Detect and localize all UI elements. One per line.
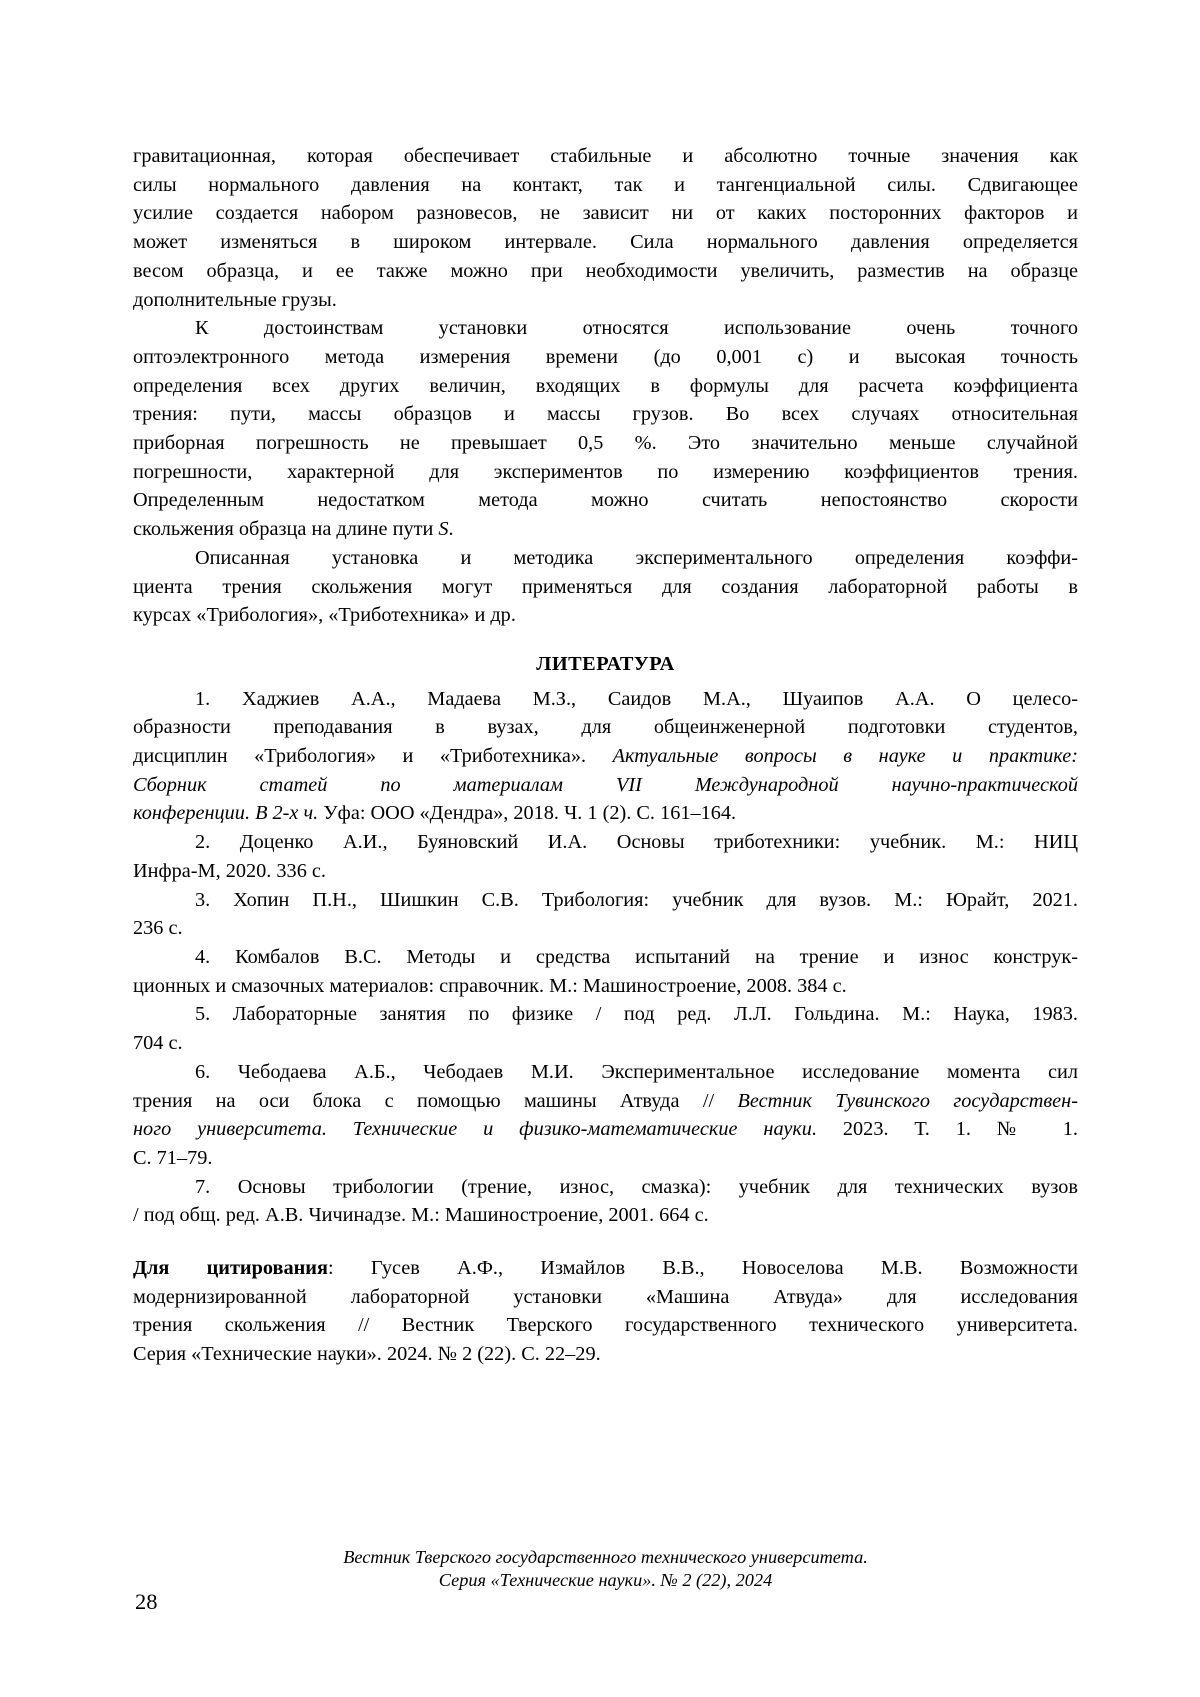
text-line bbox=[133, 228, 1078, 257]
text-segment: усилие создается набором разновесов, не зависит ни от каких посторонних факторов и bbox=[133, 202, 1078, 225]
paragraph-body bbox=[133, 314, 1078, 544]
text-line bbox=[133, 429, 1078, 458]
text-line bbox=[133, 257, 1078, 286]
paragraph-reference bbox=[133, 943, 1078, 1000]
text-segment: Актуальные вопросы в науке и практике: bbox=[612, 745, 1078, 768]
text-segment: 2. Доценко А.И., Буяновский И.А. Основы триботехники: учебник. М.: НИЦ bbox=[195, 831, 1078, 854]
text-segment: оптоэлектронного метода измерения времени (до 0,001 с) и высокая точность bbox=[133, 345, 1078, 368]
text-line bbox=[133, 601, 1078, 630]
text-segment: погрешности, характерной для экспериментов по измерению коэффициентов трения. bbox=[133, 460, 1078, 483]
text-line bbox=[133, 171, 1078, 200]
text-segment: Вестник Тувинского государствен- bbox=[737, 1089, 1078, 1112]
text-line bbox=[133, 1115, 1078, 1144]
text-segment: скольжения образца на длине пути bbox=[133, 518, 439, 541]
text-segment: трения скольжения // Вестник Тверского государственного технического университета. bbox=[133, 1314, 1078, 1337]
text-segment: дисциплин «Трибология» и «Триботехника». bbox=[133, 745, 613, 768]
text-line bbox=[133, 199, 1078, 228]
text-line bbox=[133, 1340, 1078, 1369]
text-line bbox=[133, 828, 1078, 857]
text-segment: 7. Основы трибологии (трение, износ, смазка): учебник для технических вузов bbox=[195, 1175, 1078, 1198]
text-line bbox=[133, 458, 1078, 487]
paragraph-body-continuation bbox=[133, 142, 1078, 314]
text-line bbox=[133, 1254, 1078, 1283]
paragraph-reference bbox=[133, 1000, 1078, 1057]
document-body bbox=[133, 142, 1078, 1369]
text-segment: модернизированной лабораторной установки «Машина Атвуда» для исследования bbox=[133, 1285, 1078, 1308]
paragraph-reference bbox=[133, 828, 1078, 885]
text-line bbox=[133, 1173, 1078, 1202]
paragraph-reference bbox=[133, 1173, 1078, 1230]
text-segment: трения: пути, массы образцов и массы грузов. Во всех случаях относительная bbox=[133, 403, 1078, 426]
page-number: 28 bbox=[135, 1589, 158, 1614]
text-segment: 5. Лабораторные занятия по физике / под ред. Л.Л. Гольдина. М.: Наука, 1983. bbox=[195, 1003, 1078, 1026]
text-segment: Определенным недостатком метода можно считать непостоянство скорости bbox=[133, 489, 1078, 512]
text-segment: ного университета. Технические и физико-математические науки. bbox=[133, 1118, 818, 1141]
text-segment: К достоинствам установки относятся использование очень точного bbox=[195, 317, 1078, 340]
text-line bbox=[133, 1201, 1078, 1230]
paragraph-citation bbox=[133, 1254, 1078, 1369]
text-segment: приборная погрешность не превышает 0,5 %. Это значительно меньше случайной bbox=[133, 432, 1078, 455]
text-segment: курсах «Трибология», «Триботехника» и др. bbox=[133, 604, 516, 627]
text-segment: конференции. В 2-х ч. bbox=[133, 802, 324, 825]
text-segment: 704 с. bbox=[133, 1032, 183, 1055]
text-segment: может изменяться в широком интервале. Сила нормального давления определяется bbox=[133, 231, 1078, 254]
text-segment: Описанная установка и методика экспериментального определения коэффи- bbox=[195, 546, 1078, 569]
text-line bbox=[133, 1144, 1078, 1173]
text-line bbox=[133, 573, 1078, 602]
text-segment: : Гусев А.Ф., Измайлов В.В., Новоселова М.В. Возможности bbox=[327, 1257, 1078, 1280]
text-line bbox=[133, 943, 1078, 972]
journal-footer bbox=[133, 1546, 1078, 1592]
text-segment: 2023. Т. 1. № 1. bbox=[817, 1118, 1079, 1141]
text-segment: 236 с. bbox=[133, 917, 183, 940]
text-line bbox=[133, 799, 1078, 828]
text-line bbox=[133, 771, 1078, 800]
text-line bbox=[133, 1029, 1078, 1058]
text-line bbox=[133, 685, 1078, 714]
text-segment: ЛИТЕРАТУРА bbox=[536, 652, 675, 675]
text-segment: Для цитирования bbox=[133, 1257, 328, 1280]
text-segment: Серия «Технические науки». 2024. № 2 (22). С. 22–29. bbox=[133, 1343, 601, 1366]
paragraph-heading bbox=[133, 650, 1078, 679]
text-segment: ционных и смазочных материалов: справочник. М.: Машиностроение, 2008. 384 с. bbox=[133, 974, 847, 997]
paragraph-reference bbox=[133, 886, 1078, 943]
text-segment: 4. Комбалов В.С. Методы и средства испытаний на трение и износ конструк- bbox=[195, 945, 1078, 968]
text-line bbox=[133, 372, 1078, 401]
text-line bbox=[133, 857, 1078, 886]
paragraph-reference bbox=[133, 1058, 1078, 1173]
text-segment: С. 71–79. bbox=[133, 1146, 213, 1169]
text-line bbox=[133, 1283, 1078, 1312]
text-line bbox=[133, 742, 1078, 771]
text-line bbox=[133, 972, 1078, 1001]
paragraph-body bbox=[133, 544, 1078, 630]
footer-journal-title: Вестник Тверского государственного технического университета. bbox=[343, 1547, 868, 1567]
text-segment: образности преподавания в вузах, для общеинженерной подготовки студентов, bbox=[133, 716, 1078, 739]
text-line bbox=[133, 515, 1078, 544]
text-segment: весом образца, и ее также можно при необходимости увеличить, разместив на образце bbox=[133, 259, 1078, 282]
text-line bbox=[133, 1058, 1078, 1087]
text-line bbox=[133, 1087, 1078, 1116]
text-segment: силы нормального давления на контакт, так и тангенциальной силы. Сдвигающее bbox=[133, 173, 1078, 196]
text-segment: дополнительные грузы. bbox=[133, 288, 337, 311]
text-line bbox=[133, 486, 1078, 515]
text-line bbox=[133, 914, 1078, 943]
text-line bbox=[133, 1311, 1078, 1340]
text-segment: Уфа: ООО «Дендра», 2018. Ч. 1 (2). С. 161–164. bbox=[323, 802, 737, 825]
text-segment: S bbox=[438, 518, 449, 541]
text-line bbox=[133, 544, 1078, 573]
text-segment: 6. Чебодаева А.Б., Чебодаев М.И. Экспериментальное исследование момента сил bbox=[195, 1060, 1078, 1083]
footer-journal-issue: Серия «Технические науки». № 2 (22), 2024 bbox=[438, 1570, 773, 1590]
text-segment: / под общ. ред. А.В. Чичинадзе. М.: Машиностроение, 2001. 664 с. bbox=[133, 1204, 709, 1227]
text-segment: определения всех других величин, входящих в формулы для расчета коэффициента bbox=[133, 374, 1078, 397]
text-line bbox=[133, 713, 1078, 742]
text-line bbox=[133, 886, 1078, 915]
paragraph-reference bbox=[133, 685, 1078, 829]
text-segment: гравитационная, которая обеспечивает стабильные и абсолютно точные значения как bbox=[133, 145, 1078, 167]
text-line bbox=[133, 142, 1078, 171]
text-segment: 1. Хаджиев А.А., Мадаева М.З., Саидов М.А., Шуаипов А.А. О целесо- bbox=[195, 687, 1078, 710]
text-line bbox=[133, 400, 1078, 429]
text-segment: Сборник статей по материалам VII Международной научно-практической bbox=[133, 773, 1078, 796]
text-segment: циента трения скольжения могут применяться для создания лабораторной работы в bbox=[133, 575, 1078, 598]
text-line bbox=[133, 650, 1078, 679]
text-segment: . bbox=[448, 518, 454, 541]
text-line bbox=[133, 314, 1078, 343]
text-segment: Инфра-М, 2020. 336 с. bbox=[133, 859, 326, 882]
text-line bbox=[133, 286, 1078, 315]
text-segment: трения на оси блока с помощью машины Атвуда // bbox=[133, 1089, 738, 1112]
text-line bbox=[133, 343, 1078, 372]
text-line bbox=[133, 1000, 1078, 1029]
text-segment: 3. Хопин П.Н., Шишкин С.В. Трибология: учебник для вузов. М.: Юрайт, 2021. bbox=[195, 888, 1078, 911]
